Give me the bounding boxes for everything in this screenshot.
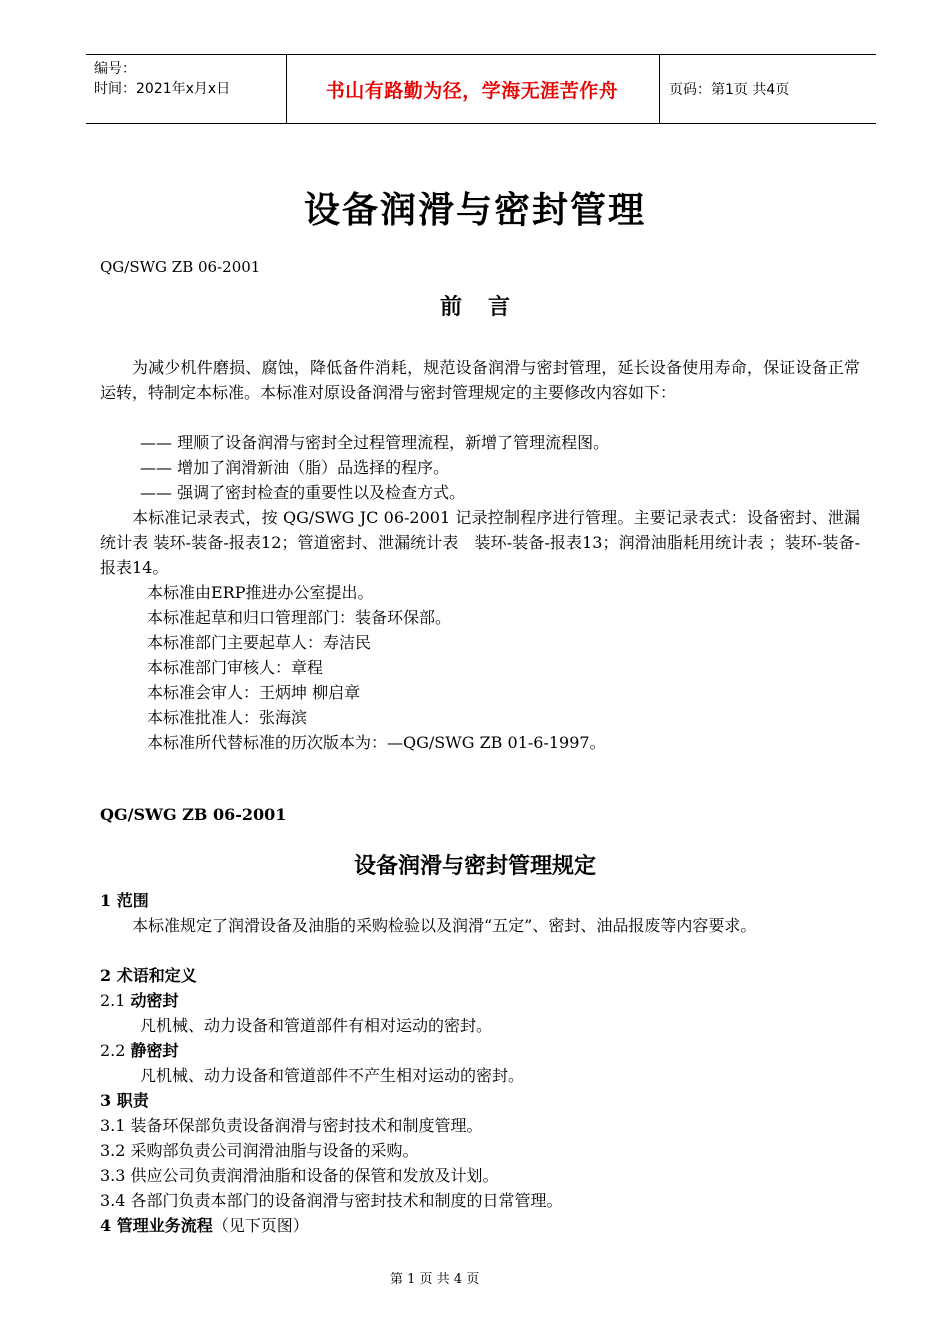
foreword-co-reviewers: 本标准会审人：王炳坤 柳启章 <box>147 683 361 702</box>
section-3-heading: 3 职责 <box>100 1091 149 1110</box>
standard-number: QG/SWG ZB 06-2001 <box>100 258 261 276</box>
foreword-heading <box>0 290 950 321</box>
foreword-heading-a: 前 <box>439 294 488 320</box>
section-2-heading: 2 术语和定义 <box>100 966 197 985</box>
section-2-2-body: 凡机械、动力设备和管道部件不产生相对运动的密封。 <box>140 1066 525 1085</box>
section-1-body: 本标准规定了润滑设备及油脂的采购检验以及润滑“五定”、密封、油品报废等内容要求。 <box>132 916 757 935</box>
foreword-approver: 本标准批准人：张海滨 <box>147 708 308 727</box>
header-page-label: 页码：第1页 共4页 <box>669 82 790 98</box>
page-footer: 第 1 页 共 4 页 <box>390 1272 480 1287</box>
section-4-title: 4 管理业务流程 <box>100 1216 213 1235</box>
standard-number-2: QG/SWG ZB 06-2001 <box>100 805 287 824</box>
foreword-proposed: 本标准由ERP推进办公室提出。 <box>147 583 374 602</box>
section-3-4: 3.4 各部门负责本部门的设备润滑与密封技术和制度的日常管理。 <box>100 1191 563 1210</box>
section-4-heading <box>100 1213 309 1238</box>
foreword-drafter: 本标准部门主要起草人：寿洁民 <box>147 633 372 652</box>
section-2-2-title: 静密封 <box>130 1041 179 1060</box>
header-divider <box>659 55 660 123</box>
regulation-title: 设备润滑与密封管理规定 <box>353 853 596 879</box>
section-2-1-heading <box>100 988 179 1013</box>
header-motto: 书山有路勤为径，学海无涯苦作舟 <box>325 79 619 102</box>
foreword-item: —— 强调了密封检查的重要性以及检查方式。 <box>140 483 466 502</box>
foreword-dept-reviewer: 本标准部门审核人：章程 <box>147 658 324 677</box>
section-2-1-number: 2.1 <box>100 991 131 1010</box>
time-label: 时间：2021年x月x日 <box>94 81 231 97</box>
document-title: 设备润滑与密封管理 <box>303 190 646 231</box>
header-meta <box>94 59 286 99</box>
page-header <box>86 54 876 124</box>
section-3-1: 3.1 装备环保部负责设备润滑与密封技术和制度管理。 <box>100 1116 483 1135</box>
foreword-intro: 为减少机件磨损、腐蚀，降低备件消耗，规范设备润滑与密封管理，延长设备使用寿命，保证设备正常运转，特制定本标准。本标准对原设备润滑与密封管理规定的主要修改内容如下： <box>100 358 860 402</box>
section-2-1-body: 凡机械、动力设备和管道部件有相对运动的密封。 <box>140 1016 493 1035</box>
foreword-item: —— 增加了润滑新油（脂）品选择的程序。 <box>140 458 450 477</box>
foreword-item: —— 理顺了设备润滑与密封全过程管理流程，新增了管理流程图。 <box>140 433 610 452</box>
section-2-1-title: 动密封 <box>130 991 179 1010</box>
section-4-note: （见下页图） <box>212 1216 309 1235</box>
section-3-2: 3.2 采购部负责公司润滑油脂与设备的采购。 <box>100 1141 419 1160</box>
foreword-replaced: 本标准所代替标准的历次版本为：—QG/SWG ZB 01-6-1997。 <box>147 733 606 752</box>
section-2-2-number: 2.2 <box>100 1041 131 1060</box>
section-3-3: 3.3 供应公司负责润滑油脂和设备的保管和发放及计划。 <box>100 1166 499 1185</box>
section-1-heading: 1 范围 <box>100 891 149 910</box>
section-2-2-heading <box>100 1038 179 1063</box>
foreword-heading-b: 言 <box>488 294 511 320</box>
code-label: 编号： <box>94 61 136 77</box>
foreword-records: 本标准记录表式，按 QG/SWG JC 06-2001 记录控制程序进行管理。主要记录表式：设备密封、泄漏统计表 装环-装备-报表12；管道密封、泄漏统计表 装环-装备-报表13；润滑油脂耗用统计表 ；装环-装备-报表14。 <box>100 508 860 577</box>
foreword-drafting-dept: 本标准起草和归口管理部门：装备环保部。 <box>147 608 452 627</box>
